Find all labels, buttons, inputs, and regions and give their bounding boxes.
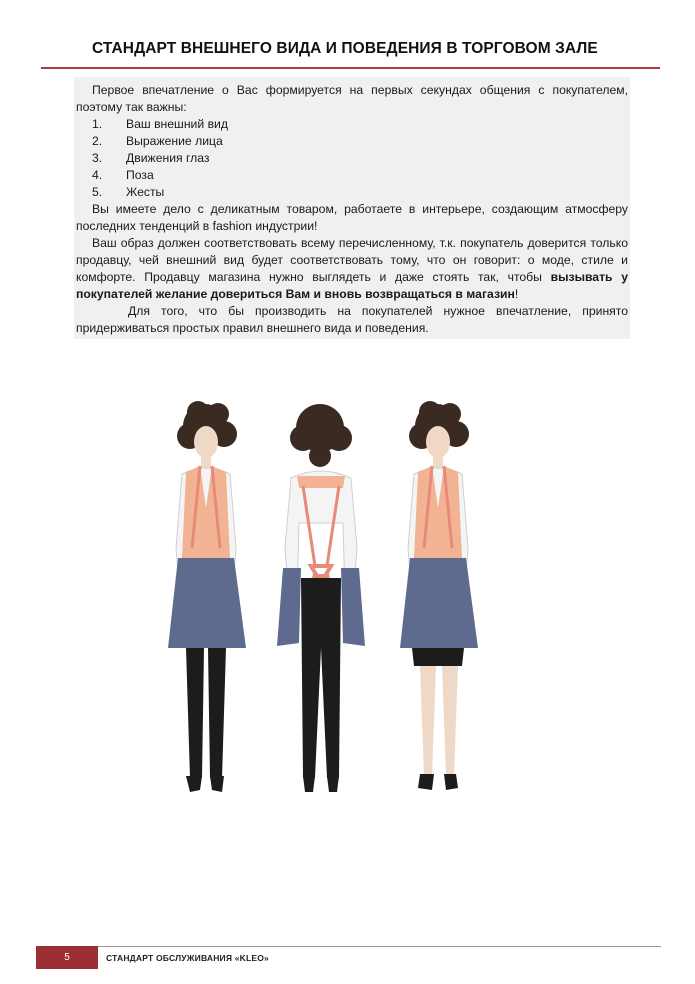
figure-front-skirt (400, 401, 478, 790)
shoes-icon (303, 776, 339, 792)
list-item-number: 2. (92, 134, 103, 148)
intro-text-block (74, 77, 630, 339)
trousers-icon (301, 578, 341, 778)
list-item-number: 3. (92, 151, 103, 165)
first-impression-list (76, 116, 628, 201)
face-icon (194, 426, 218, 458)
paragraph-3-bold: вызывать у покупателей желание довериться Вам и вновь возвращаться в магазин (76, 270, 629, 301)
hair-icon (290, 404, 352, 467)
apron-icon (400, 558, 478, 648)
list-item-text: Выражение лица (126, 134, 223, 148)
neck-icon (433, 456, 443, 468)
list-item-text: Движения глаз (126, 151, 210, 165)
list-item-text: Жесты (126, 185, 165, 199)
trousers-icon (186, 648, 226, 778)
legs-icon (420, 666, 458, 776)
page-title: СТАНДАРТ ВНЕШНЕГО ВИДА И ПОВЕДЕНИЯ В ТОРГОВОМ ЗАЛЕ (92, 40, 598, 57)
intro-paragraph-3 (76, 235, 628, 303)
list-item-number: 1. (92, 117, 103, 131)
list-item-text: Поза (126, 168, 154, 182)
list-item-text: Ваш внешний вид (126, 117, 228, 131)
footer-title: СТАНДАРТ ОБСЛУЖИВАНИЯ «KLEO» (106, 953, 269, 963)
shoes-icon (186, 776, 224, 792)
intro-paragraph-4: Для того, что бы производить на покупателей нужное впечатление, принято придерживаться простых правил внешнего вида и поведения. (76, 304, 628, 335)
title-divider (41, 67, 660, 69)
list-item (76, 116, 628, 133)
list-item (76, 167, 628, 184)
list-item (76, 133, 628, 150)
list-item (76, 150, 628, 167)
intro-paragraph-1: Первое впечатление о Вас формируется на первых секундах общения с покупателем, поэтому так важны: (76, 83, 628, 114)
list-item-number: 5. (92, 185, 103, 199)
figure-back (277, 404, 365, 792)
uniform-figures-illustration (160, 398, 500, 803)
figure-front-trousers (168, 401, 246, 792)
paragraph-3-end: ! (514, 287, 519, 301)
intro-paragraph-2: Вы имеете дело с деликатным товаром, работаете в интерьере, создающим атмосферу последних тенденций в fashion индустрии! (76, 202, 628, 233)
page-number: 5 (36, 946, 98, 969)
face-icon (426, 426, 450, 458)
shoes-icon (418, 774, 458, 790)
list-item-number: 4. (92, 168, 103, 182)
footer-divider (36, 946, 661, 947)
apron-icon (168, 558, 246, 648)
skirt-icon (412, 648, 464, 666)
neck-icon (201, 456, 211, 468)
list-item (76, 184, 628, 201)
paragraph-3-text: Ваш образ должен соответствовать всему перечисленному, т.к. покупатель доверится только продавцу, чей внешний вид будет соответствовать тому, что он говорит: о моде, стиле и комфорте. Продавцу магазина нужно выглядеть и даже стоять так, чтобы (76, 236, 628, 284)
